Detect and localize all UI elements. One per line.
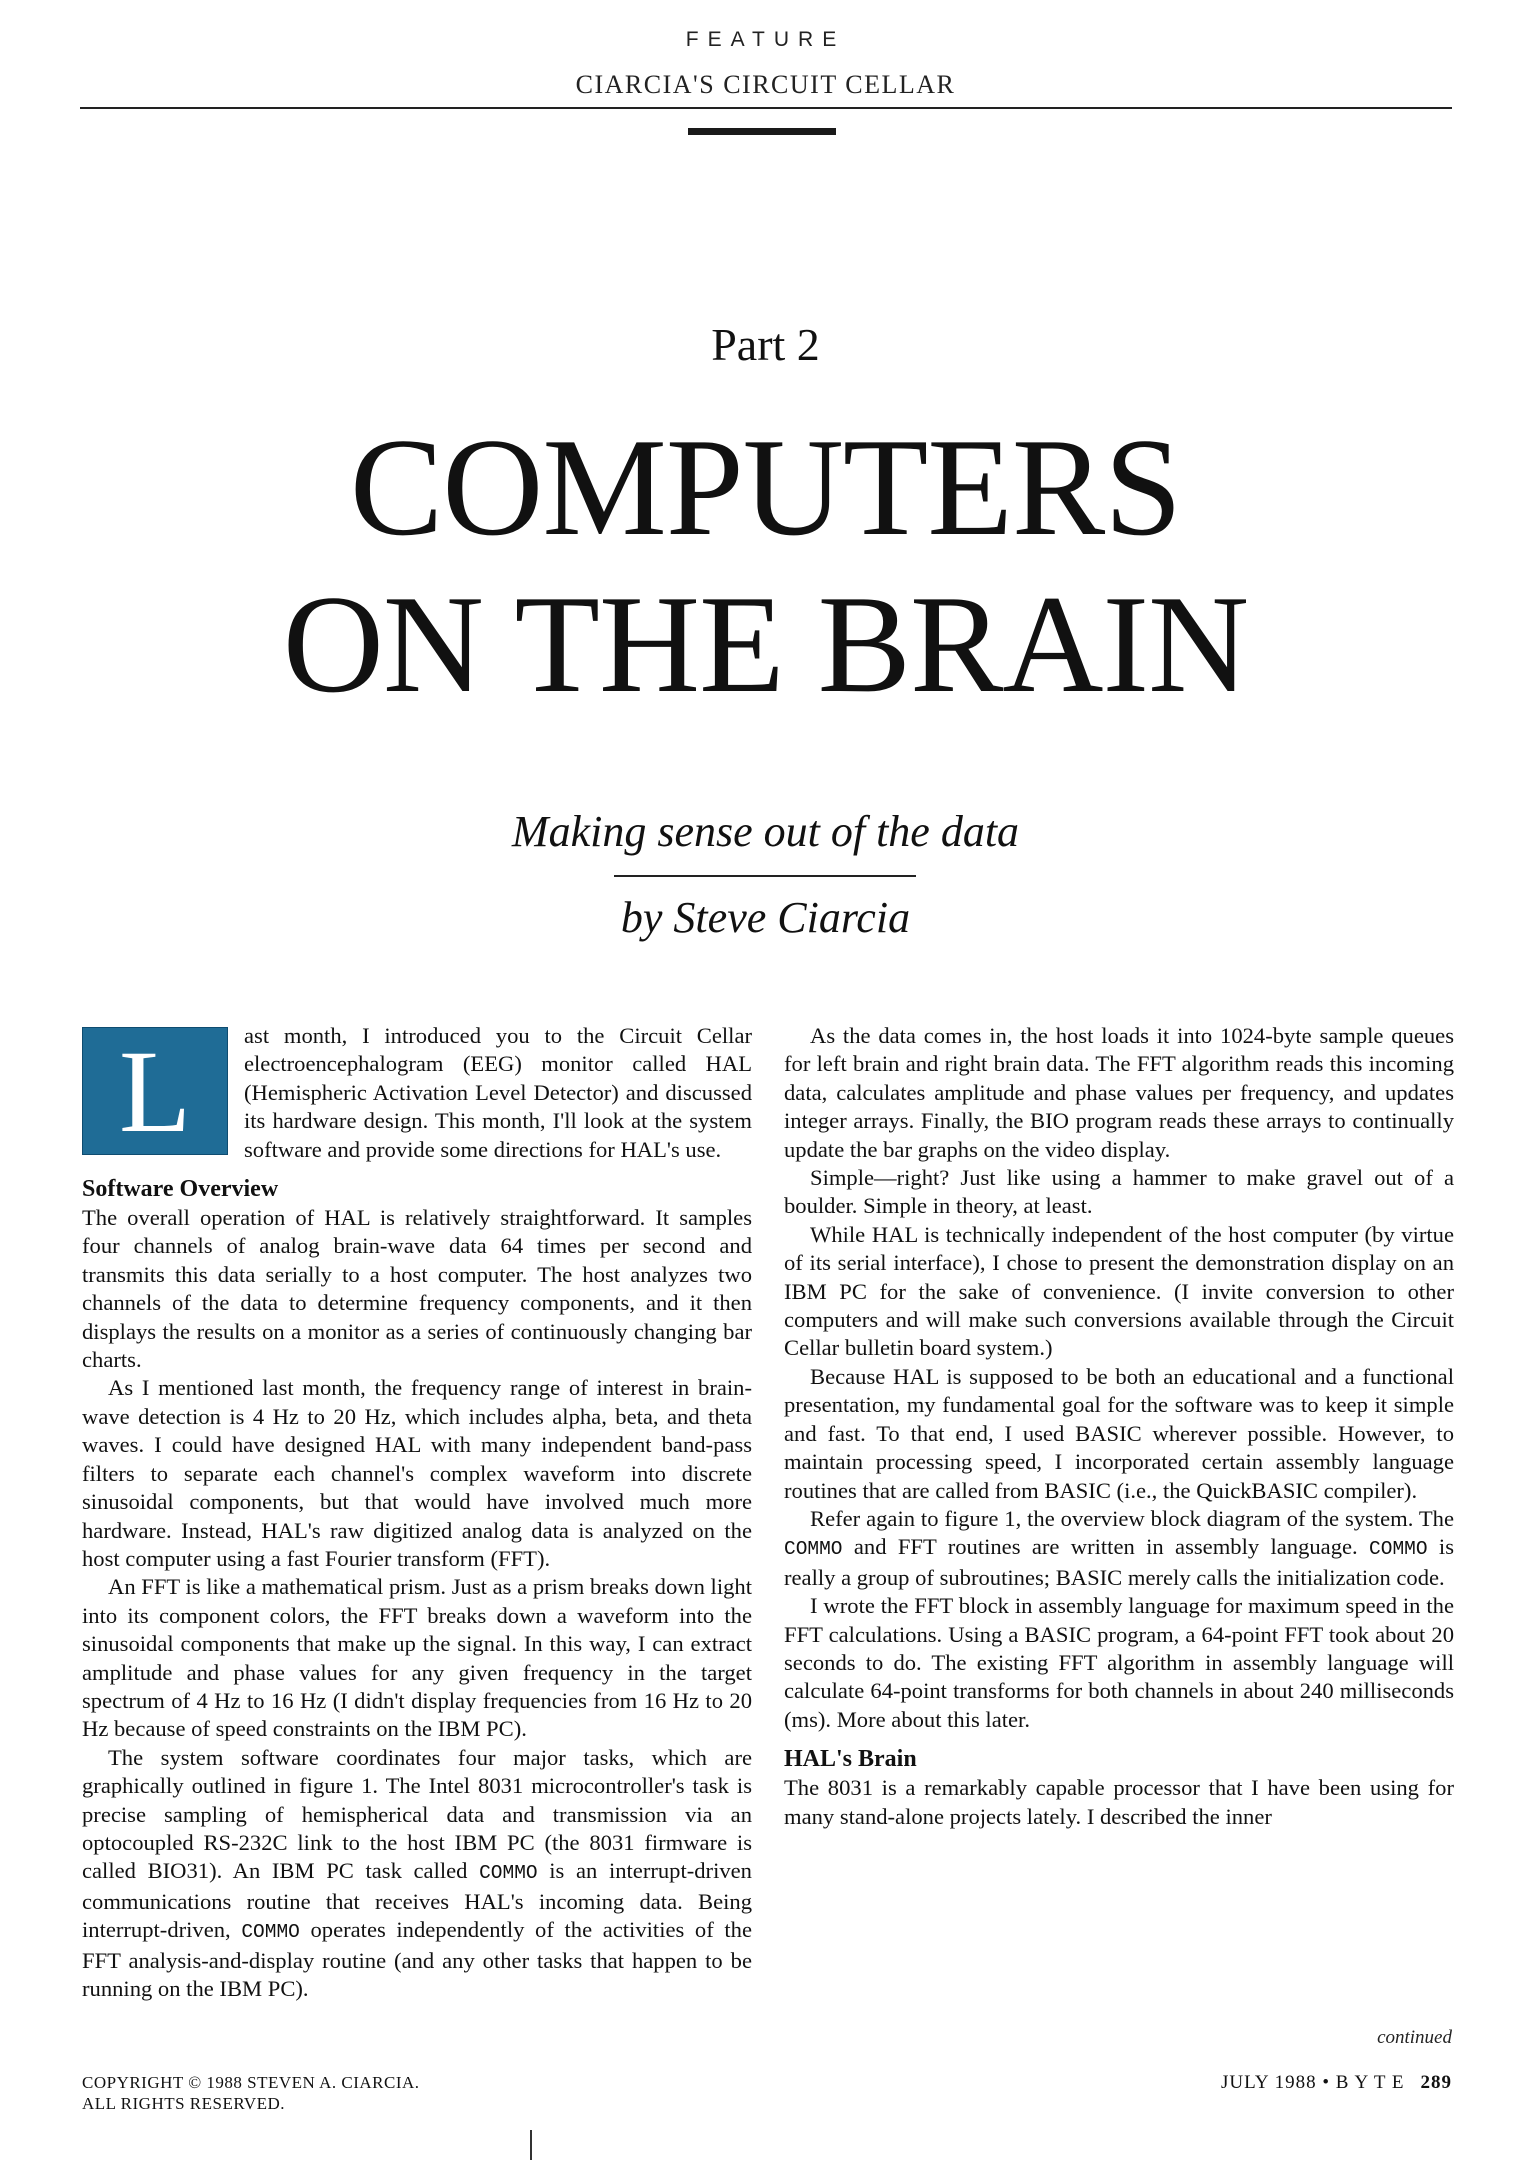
paragraph: While HAL is technically independent of the host computer (by virtue of its serial interface), I chose to present the demonstration display on an IBM PC for the sake of convenience. (I invite conversion to other computers and will make such conversions available through the Circuit Cellar bulletin board system.) xyxy=(784,1221,1454,1361)
paragraph: As I mentioned last month, the frequency range of interest in brain-wave detection is 4 Hz to 20 Hz, which includes alpha, beta, and theta waves. I could have designed HAL with many independent band-pass filters to separate each channel's complex waveform into discrete sinusoidal components, but that would have involved much more hardware. Instead, HAL's raw digitized analog data is analyzed on the host computer using a fast Fourier transform (FFT). xyxy=(82,1375,752,1571)
header-accent-bar xyxy=(688,128,836,135)
section-label: CIARCIA'S CIRCUIT CELLAR xyxy=(575,70,956,99)
page-number: 289 xyxy=(1420,2072,1452,2093)
part-label: Part 2 xyxy=(711,319,820,370)
code-term: COMMO xyxy=(241,1921,300,1944)
paragraph: As the data comes in, the host loads it into 1024-byte sample queues for left brain and right brain data. The FFT algorithm reads this incoming data, calculates amplitude and phase values per frequency, and updates integer arrays. Finally, the BIO program reads these arrays to continually update the bar graphs on the video display. xyxy=(784,1023,1454,1162)
headline-line-1: COMPUTERS xyxy=(349,410,1182,565)
copyright-notice xyxy=(82,2072,420,2114)
headline-line-2: ON THE BRAIN xyxy=(282,567,1249,722)
paragraph-text: is an interrupt-driven communications routine that receives HAL's incoming data. Being interrupt-driven, xyxy=(82,1858,752,1943)
paragraph: An FFT is like a mathematical prism. Just as a prism breaks down light into its component colors, the FFT breaks down a waveform into the sinusoidal components that make up the signal. In this way, I can extract amplitude and phase values for any given frequency in the target spectrum of 4 Hz to 16 Hz (I didn't display frequencies from 16 Hz to 20 Hz because of speed constraints on the IBM PC). xyxy=(82,1574,752,1742)
paragraph: The overall operation of HAL is relatively straightforward. It samples four channels of analog brain-wave data 64 times per second and transmits this data serially to a host computer. The host analyzes two channels of the data to determine frequency components, and it then displays the results on a monitor as a series of continuously changing bar charts. xyxy=(82,1205,752,1373)
paragraph: Because HAL is supposed to be both an educational and a functional presentation, my fundamental goal for the software was to keep it simple and fast. To that end, I used BASIC wherever possible. However, to maintain processing speed, I incorporated certain assembly language routines that are called from BASIC (i.e., the QuickBASIC compiler). xyxy=(784,1363,1454,1503)
section-heading-software-overview: Software Overview xyxy=(82,1176,279,1203)
paragraph-text: operates independently of the activities of the FFT analysis-and-display routine (and any other tasks that happen to be running on the IBM PC). xyxy=(82,1917,752,2001)
byline: by Steve Ciarcia xyxy=(620,893,911,942)
issue-label: JULY 1988 • B Y T E xyxy=(1221,2072,1405,2093)
code-term: COMMO xyxy=(1369,1538,1428,1561)
byline-rule xyxy=(614,875,916,877)
section-heading-hals-brain: HAL's Brain xyxy=(784,1746,917,1773)
paragraph xyxy=(82,1744,752,2004)
continued-label: continued xyxy=(1377,2027,1452,2048)
drop-cap: L xyxy=(82,1027,228,1155)
paragraph-text: is really a group of subroutines; BASIC merely calls the initialization code. xyxy=(784,1534,1454,1590)
paragraph: I wrote the FFT block in assembly language for maximum speed in the FFT calculations. Using a BASIC program, a 64-point FFT took about 20 seconds to do. The existing FFT algorithm in assembly language will calculate 64-point transforms for both channels in about 240 milliseconds (ms). More about this later. xyxy=(784,1593,1454,1732)
article-column-right xyxy=(784,1022,1454,1831)
header-rule xyxy=(80,107,1452,109)
subtitle: Making sense out of the data xyxy=(511,807,1020,856)
code-term: COMMO xyxy=(479,1862,538,1885)
copyright-line: ALL RIGHTS RESERVED. xyxy=(82,2094,286,2113)
feature-label: FEATURE xyxy=(685,28,846,51)
code-term: COMMO xyxy=(784,1538,843,1561)
intro-paragraph: ast month, I introduced you to the Circuit Cellar electroencephalogram (EEG) monitor called HAL (Hemispheric Activation Level Detector) and discussed its hardware design. This month, I'll look at the system software and provide some directions for HAL's use. xyxy=(244,1023,752,1162)
paragraph xyxy=(784,1505,1454,1592)
gutter-mark xyxy=(530,2130,532,2160)
paragraph-text: Refer again to figure 1, the overview block diagram of the system. The xyxy=(810,1505,1454,1531)
paragraph-text: and FFT routines are written in assembly language. xyxy=(853,1534,1358,1560)
paragraph: Simple—right? Just like using a hammer to make gravel out of a boulder. Simple in theory, at least. xyxy=(784,1165,1454,1219)
page-footer xyxy=(1221,2072,1452,2094)
paragraph-text: The system software coordinates four major tasks, which are graphically outlined in figure 1. The Intel 8031 microcontroller's task is precise sampling of hemispherical data and transmission via an optocoupled RS-232C link to the host IBM PC (the 8031 firmware is called BIO31). An IBM PC task called xyxy=(82,1744,752,1884)
article-column-left xyxy=(82,1022,752,2003)
paragraph: The 8031 is a remarkably capable processor that I have been using for many stand-alone projects lately. I described the inner xyxy=(784,1775,1454,1829)
copyright-line: COPYRIGHT © 1988 STEVEN A. CIARCIA. xyxy=(82,2073,420,2092)
